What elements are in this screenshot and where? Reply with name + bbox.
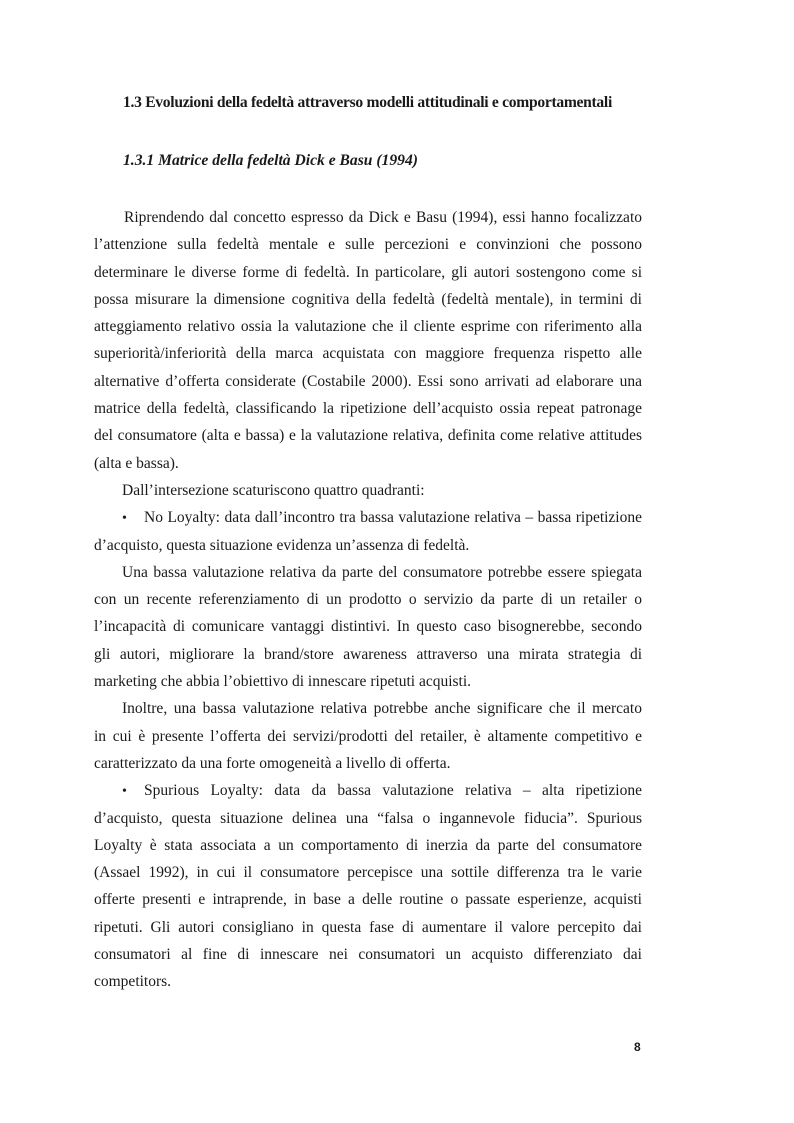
subsection-heading: 1.3.1 Matrice della fedeltà Dick e Basu (1994) (123, 152, 418, 169)
bullet-item-text: No Loyalty: data dall’incontro tra bassa valutazione relativa – bassa ripetizione (144, 509, 642, 527)
paragraph-line: possa misurare la dimensione cognitiva della fedeltà (fedeltà mentale), in termini di (94, 290, 642, 308)
paragraph-line: caratterizzato da una forte omogeneità a livello di offerta. (94, 754, 451, 772)
paragraph-line: d’acquisto, questa situazione delinea una “falsa o ingannevole fiducia”. Spurious (94, 809, 642, 827)
paragraph-line: del consumatore (alta e bassa) e la valutazione relativa, definita come relative attitudes (94, 427, 642, 445)
page-number: 8 (634, 1040, 641, 1054)
body-text (94, 204, 642, 996)
bullet-item-spurious-loyalty (94, 777, 642, 804)
paragraph-line: ripetuti. Gli autori consigliano in questa fase di aumentare il valore percepito dai (94, 918, 642, 936)
paragraph-line: d’acquisto, questa situazione evidenza un’assenza di fedeltà. (94, 536, 470, 554)
paragraph-line: atteggiamento relativo ossia la valutazione che il cliente esprime con riferimento alla (94, 318, 642, 336)
paragraph-line: matrice della fedeltà, classificando la ripetizione dell’acquisto ossia repeat patronage (94, 400, 642, 418)
paragraph-line: con un recente referenziamento di un prodotto o servizio da parte di un retailer o (94, 591, 642, 609)
paragraph-line: superiorità/inferiorità della marca acquistata con maggiore frequenza rispetto alle (94, 345, 642, 363)
paragraph-line: (Assael 1992), in cui il consumatore percepisce una sottile differenza tra le varie (94, 864, 642, 882)
paragraph-line: gli autori, migliorare la brand/store awareness attraverso una mirata strategia di (94, 645, 642, 663)
paragraph-line: Dall’intersezione scaturiscono quattro quadranti: (122, 481, 425, 499)
bullet-item-no-loyalty (94, 504, 642, 531)
paragraph-line: Loyalty è stata associata a un comportamento di inerzia da parte del consumatore (94, 836, 642, 854)
paragraph-line: offerte presenti e intraprende, in base a delle routine o passate esperienze, acquisti (94, 891, 642, 909)
paragraph-line: alternative d’offerta considerate (Costabile 2000). Essi sono arrivati ad elaborare una (94, 372, 642, 390)
bullet-item-text: Spurious Loyalty: data da bassa valutazione relativa – alta ripetizione (144, 782, 642, 800)
paragraph-line: Riprendendo dal concetto espresso da Dick e Basu (1994), essi hanno focalizzato (124, 209, 642, 226)
bullet-icon: • (122, 784, 127, 800)
paragraph-line: l’incapacità di comunicare vantaggi distintivi. In questo caso bisognerebbe, secondo (94, 618, 642, 636)
section-heading: 1.3 Evoluzioni della fedeltà attraverso modelli attitudinali e comportamentali (123, 94, 612, 111)
paragraph-line: l’attenzione sulla fedeltà mentale e sulle percezioni e convinzioni che possono (94, 236, 642, 254)
bullet-icon: • (122, 511, 127, 527)
paragraph-line: competitors. (94, 973, 172, 991)
paragraph-line: in cui è presente l’offerta dei servizi/prodotti del retailer, è altamente competitivo e (94, 727, 642, 745)
paragraph-line: consumatori al fine di innescare nei consumatori un acquisto differenziato dai (94, 946, 642, 964)
paragraph-line: determinare le diverse forme di fedeltà. In particolare, gli autori sostengono come si (94, 263, 642, 281)
paragraph-line: Una bassa valutazione relativa da parte del consumatore potrebbe essere spiegata (122, 563, 642, 581)
paragraph-line: Inoltre, una bassa valutazione relativa potrebbe anche significare che il mercato (122, 700, 642, 718)
paragraph-line: marketing che abbia l’obiettivo di innescare ripetuti acquisti. (94, 673, 472, 691)
paragraph-line: (alta e bassa). (94, 454, 179, 472)
